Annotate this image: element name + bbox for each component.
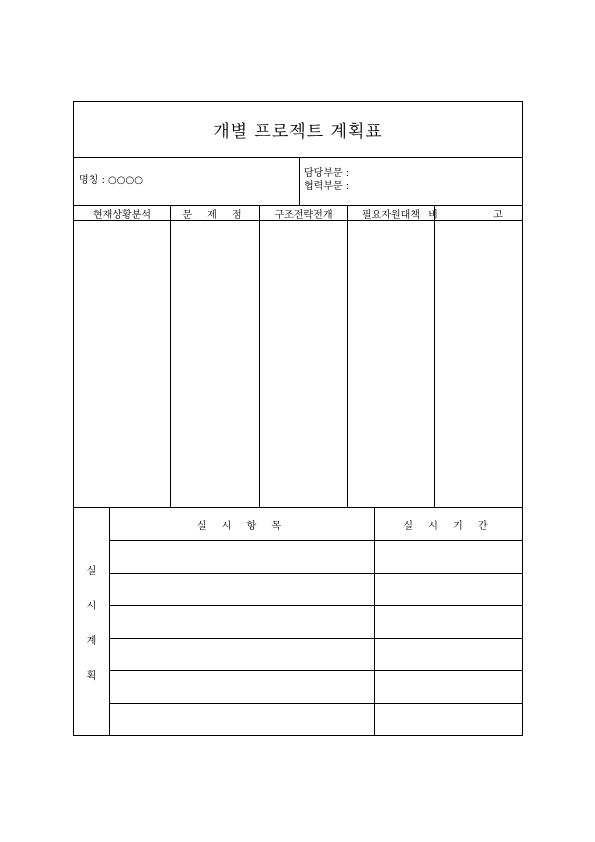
coop-dept-field[interactable]: 협력부문 : bbox=[304, 181, 350, 192]
cell-resources[interactable] bbox=[348, 221, 434, 506]
divider bbox=[170, 205, 171, 507]
plan-side-char: 시 bbox=[86, 601, 97, 612]
plan-side-char: 실 bbox=[86, 566, 97, 577]
plan-item-cell[interactable] bbox=[110, 574, 374, 605]
plan-period-cell[interactable] bbox=[375, 704, 522, 736]
form-title: 개별 프로젝트 계획표 bbox=[213, 122, 383, 142]
plan-item-cell[interactable] bbox=[110, 704, 374, 736]
plan-side-label bbox=[74, 508, 109, 736]
plan-period-cell[interactable] bbox=[375, 639, 522, 670]
divider bbox=[299, 157, 300, 205]
divider bbox=[259, 205, 260, 507]
col-header-problems: 문 제 점 bbox=[182, 209, 248, 221]
col-header-remarks: 비 고 bbox=[428, 209, 529, 221]
plan-period-cell[interactable] bbox=[375, 541, 522, 573]
plan-item-cell[interactable] bbox=[110, 541, 374, 573]
plan-period-header: 실 시 기 간 bbox=[403, 520, 494, 532]
cell-current-analysis[interactable] bbox=[74, 221, 170, 506]
plan-period-cell[interactable] bbox=[375, 574, 522, 605]
divider bbox=[347, 205, 348, 507]
cell-remarks[interactable] bbox=[435, 221, 522, 506]
project-plan-form bbox=[73, 101, 529, 736]
col-header-resources: 필요자원대책 bbox=[362, 209, 420, 221]
divider bbox=[434, 205, 435, 507]
plan-item-cell[interactable] bbox=[110, 671, 374, 703]
divider bbox=[74, 157, 522, 158]
plan-period-cell[interactable] bbox=[375, 671, 522, 703]
plan-item-cell[interactable] bbox=[110, 639, 374, 670]
col-header-strategy: 구조전략전개 bbox=[274, 209, 333, 221]
col-header-current-analysis: 현재상황분석 bbox=[93, 209, 151, 221]
project-name-field[interactable]: 명칭 : ○○○○ bbox=[79, 175, 143, 186]
dept-field[interactable]: 담당부문 : bbox=[304, 168, 350, 179]
plan-side-char: 획 bbox=[86, 671, 97, 682]
plan-item-cell[interactable] bbox=[110, 606, 374, 638]
cell-strategy[interactable] bbox=[260, 221, 347, 506]
cell-problems[interactable] bbox=[171, 221, 259, 506]
plan-period-cell[interactable] bbox=[375, 606, 522, 638]
plan-item-header: 실 시 항 목 bbox=[196, 520, 288, 532]
plan-side-char: 계 bbox=[86, 636, 97, 647]
